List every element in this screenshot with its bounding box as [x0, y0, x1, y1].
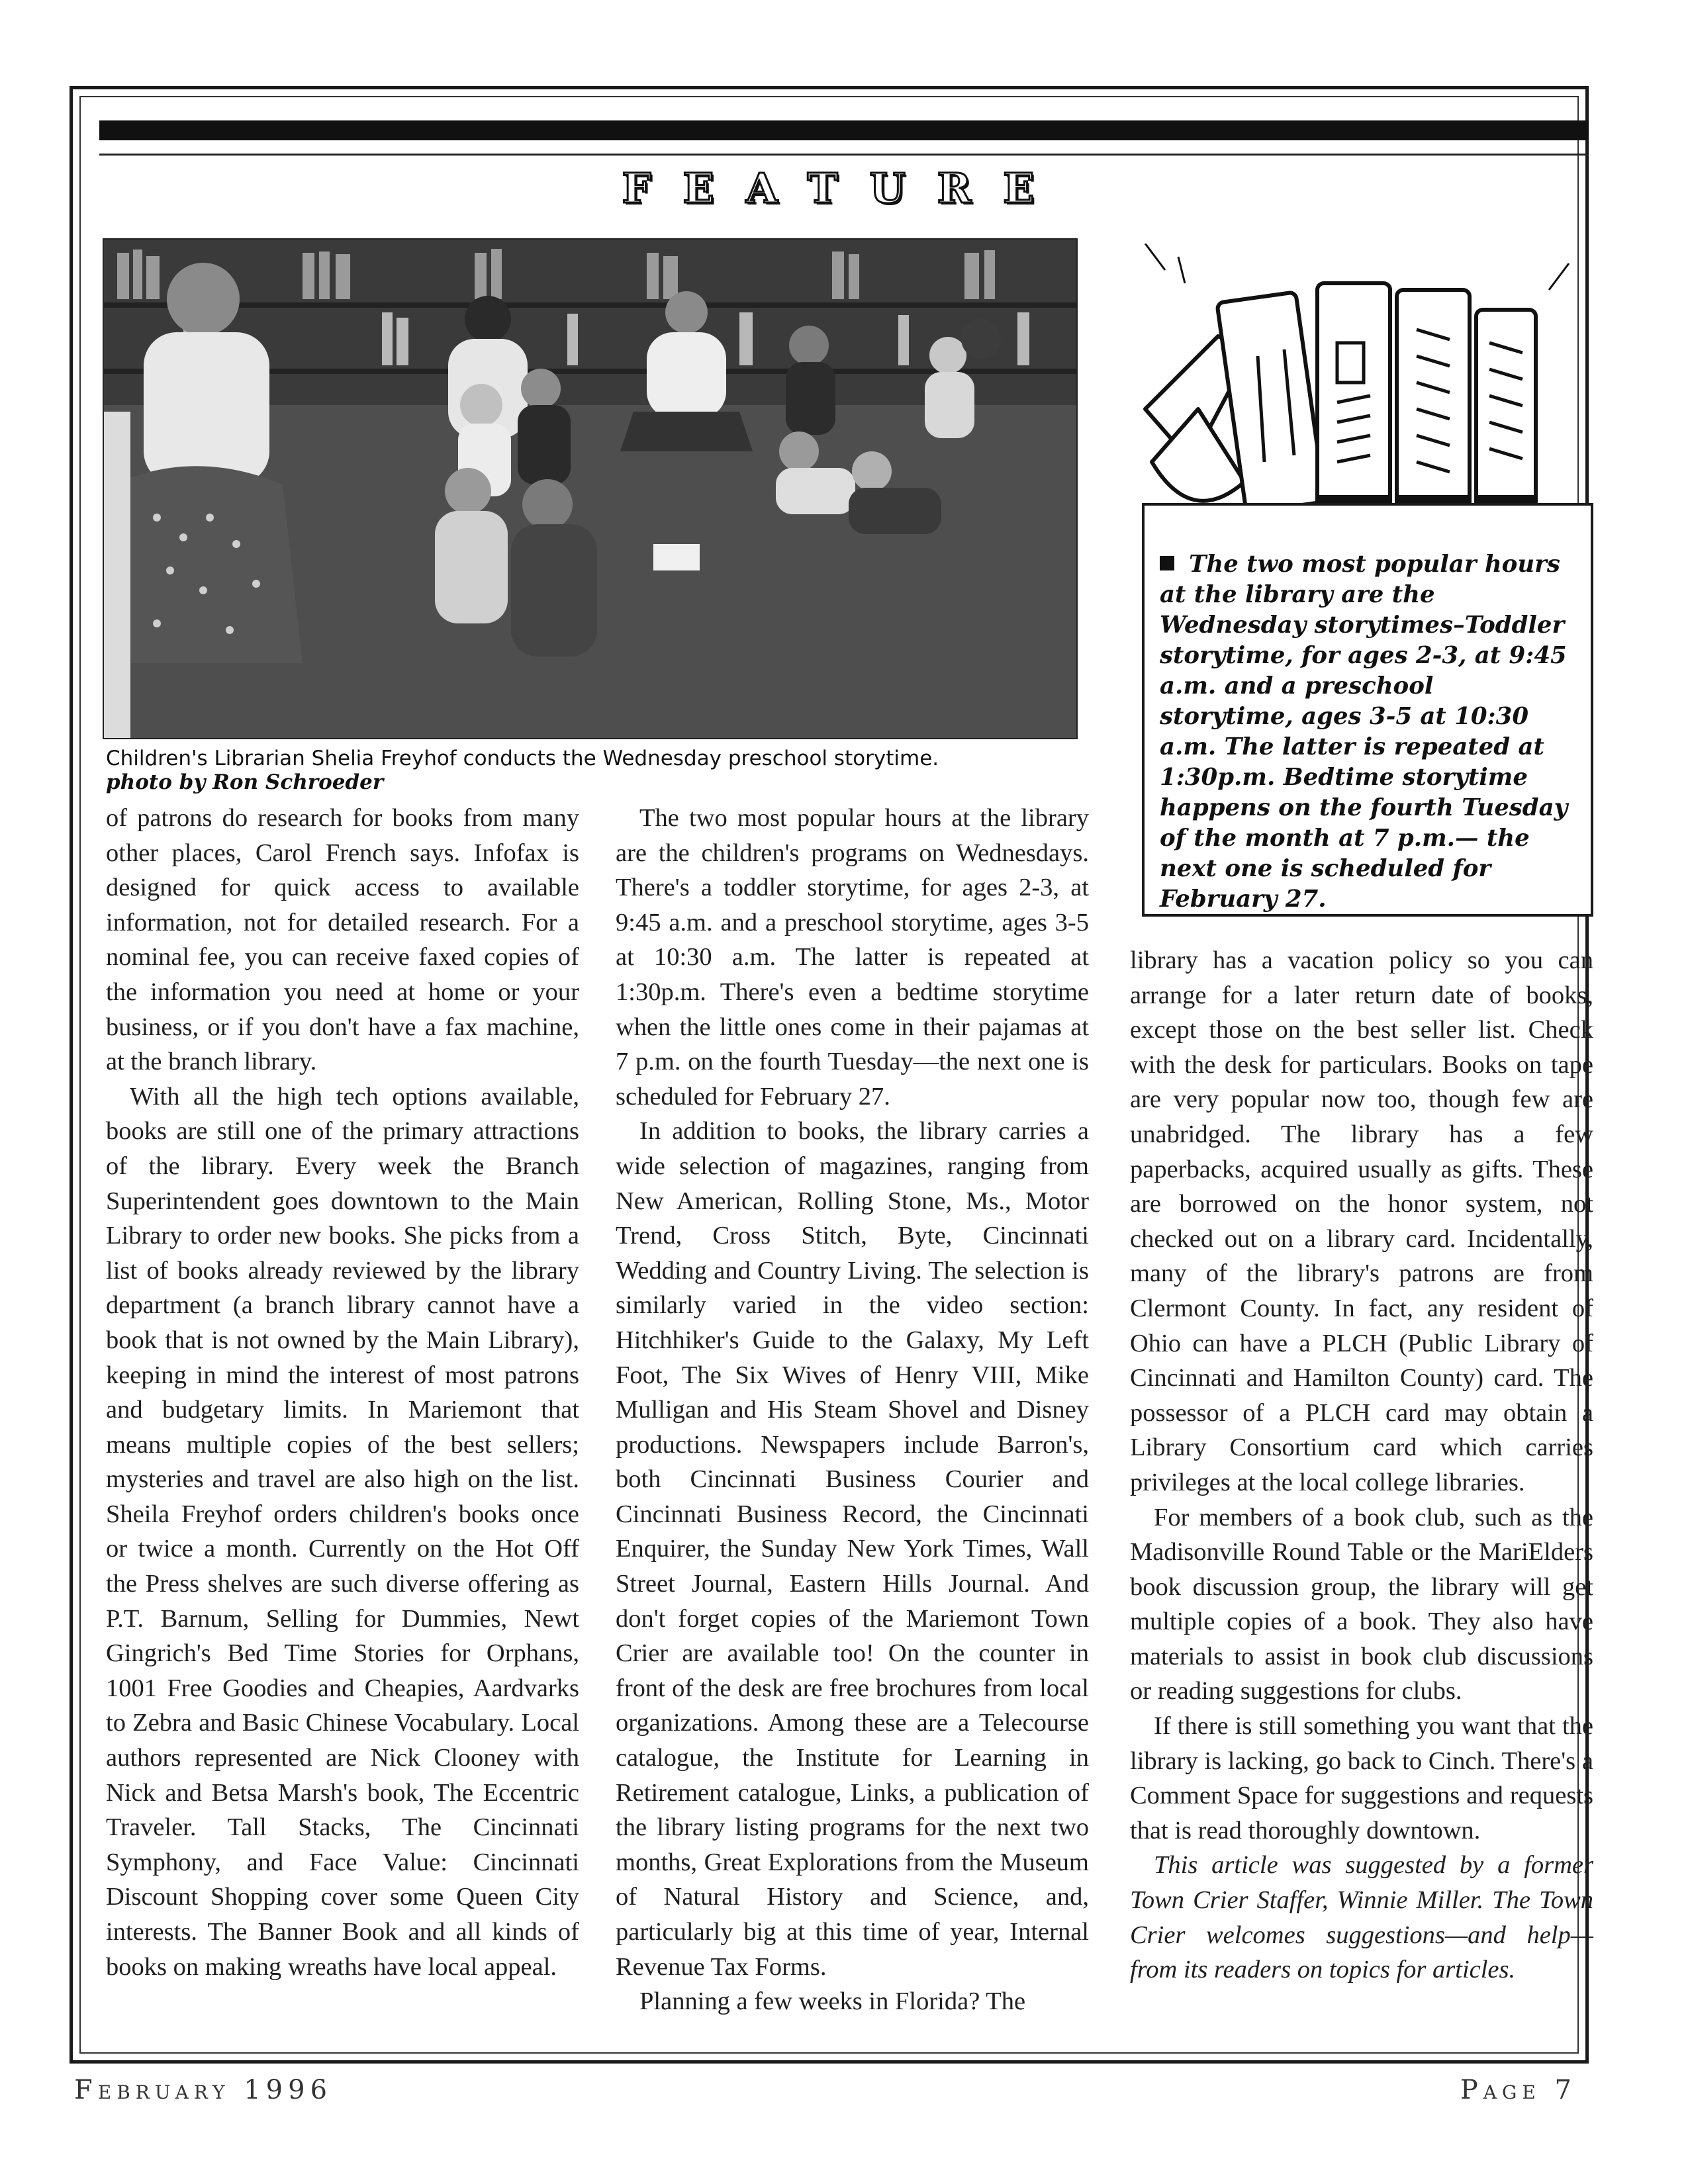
header-bar [99, 120, 1589, 140]
paragraph: library has a vacation policy so you can arrange for a later return date of books, except those on the best seller list. Check with the desk for particulars. Books on tape are very popular now too, though few are unabridged. The library has a few paperbacks, acquired usually as gifts. These are borrowed on the honor system, not checked out on a library card. Incidentally, many of the library's patrons are from Clermont County. In fact, any resident of Ohio can have a PLCH (Public Library of Cincinnati and Hamilton County) card. The possessor of a PLCH card may obtain a Library Consortium card which carries privileges at the local college libraries. [1130, 946, 1593, 1496]
article-column-3 [1130, 943, 1593, 1987]
paragraph: The two most popular hours at the library are the children's programs on Wednesdays. There's a toddler storytime, for ages 2-3, at 9:45 a.m. and a preschool storytime, ages 3-5 at 10:30 a.m. The latter is repeated at 1:30p.m. There's even a bedtime storytime when the little ones come in their pajamas at 7 p.m. on the fourth Tuesday—the next one is scheduled for February 27. [616, 804, 1089, 1111]
article-column-1 [106, 801, 579, 1984]
footer-date: February 1996 [74, 2075, 333, 2105]
paragraph: With all the high tech options available, books are still one of the primary attractions of the library. Every week the Branch Superintendent goes downtown to the Main Library to order new books. She picks from a list of books already reviewed by the library department (a branch library cannot have a book that is not owned by the Main Library), keeping in mind the interest of most patrons and budgetary limits. In Mariemont that means multiple copies of the best sellers; mysteries and travel are also high on the list. Sheila Freyhof orders children's books once or twice a month. Currently on the Hot Off the Press shelves are such diverse offering as P.T. Barnum, Selling for Dummies, Newt Gingrich's Bed Time Stories for Orphans, 1001 Free Goodies and Cheapies, Aardvarks to Zebra and Basic Chinese Vocabulary. Local authors represented are Nick Clooney with Nick and Betsa Marsh's book, The Eccentric Traveler. Tall Stacks, The Cincinnati Symphony, and Face Value: Cincinnati Discount Shopping cover some Queen City interests. The Banner Book and all kinds of books on making wreaths have local appeal. [106, 1082, 579, 1981]
article-credit-note: This article was suggested by a former Town Crier Staffer, Winnie Miller. The Town Crier welcomes suggestions—and help—from its readers on topics for articles. [1130, 1851, 1593, 1984]
paragraph: of patrons do research for books from many other places, Carol French says. Infofax is designed for quick access to available information, not for detailed research. For a nominal fee, you can receive faxed copies of the information you need at home or your business, or if you don't have a fax machine, at the branch library. [106, 804, 579, 1076]
paragraph: Planning a few weeks in Florida? The [639, 1987, 1026, 2016]
storytime-photo [103, 238, 1078, 739]
paragraph: If there is still something you want that the library is lacking, go back to Cinch. There's a Comment Space for suggestions and requests that is read thoroughly downtown. [1130, 1712, 1593, 1844]
header-rule [99, 154, 1589, 156]
pullquote [1160, 549, 1570, 915]
footer-page-number: Page 7 [1460, 2075, 1577, 2105]
pullquote-text: The two most popular hours at the library are the Wednesday storytimes–Toddler storytime, for ages 2-3, at 9:45 a.m. and a preschool storytime, ages 3-5 at 10:30 a.m. The latter is repeated at 1:30p.m. Bedtime storytime happens on the fourth Tuesday of the month at 7 p.m.— the next one is scheduled for February 27. [1160, 551, 1568, 913]
section-title: FEATURE [622, 164, 1066, 212]
bullet-square-icon [1160, 556, 1174, 570]
books-illustration [1119, 244, 1595, 548]
caption-text: Children's Librarian Shelia Freyhof conducts the Wednesday preschool storytime. [106, 747, 939, 770]
paragraph: In addition to books, the library carries a wide selection of magazines, ranging from New American, Rolling Stone, Ms., Motor Trend, Cross Stitch, Byte, Cincinnati Wedding and Country Living. The selection is similarly varied in the video section: Hitchhiker's Guide to the Galaxy, My Left Foot, The Six Wives of Henry VIII, Mike Mulligan and His Steam Shovel and Disney productions. Newspapers include Barron's, both Cincinnati Business Courier and Cincinnati Business Record, the Cincinnati Enquirer, the Sunday New York Times, Wall Street Journal, Eastern Hills Journal. And don't forget copies of the Mariemont Town Crier are available too! On the counter in front of the desk are free brochures from local organizations. Among these are a Telecourse catalogue, the Institute for Learning in Retirement catalogue, Links, a publication of the library listing programs for the next two months, Great Explorations from the Museum of Natural History and Science, and, particularly big at this time of year, Internal Revenue Tax Forms. [616, 1117, 1089, 1981]
paragraph: For members of a book club, such as the Madisonville Round Table or the MariElders book discussion group, the library will get multiple copies of a book. They also have materials to assist in book club discussions or reading suggestions for clubs. [1130, 1503, 1593, 1706]
photo-caption [106, 747, 1086, 794]
article-column-2 [616, 801, 1089, 2019]
photo-credit: photo by Ron Schroeder [106, 770, 384, 794]
